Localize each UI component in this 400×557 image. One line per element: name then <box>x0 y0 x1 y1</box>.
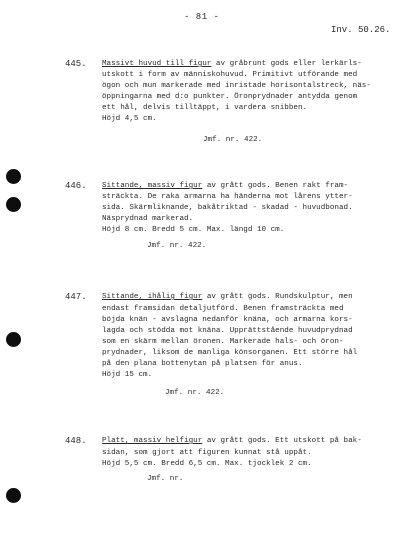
entry-first-rest: av grått gods. Rundskulptur, men <box>202 293 353 301</box>
entry-line: ögon och mun markerade med inristade horisontalstreck, näs- <box>102 82 371 90</box>
entry-line: endast framsidan detaljutförd. Benen framsträckta med <box>102 305 344 313</box>
entry-lead: Massivt huvud till figur <box>102 60 212 68</box>
entry-line: prydnader, liksom de manliga könsorganen. Ett större hål <box>102 349 358 357</box>
binder-hole <box>6 169 21 184</box>
page-number: - 81 - <box>184 12 220 22</box>
entry-first-line <box>102 59 362 69</box>
entry-first-rest: av gråbrunt gods eller lerkärls- <box>211 60 362 68</box>
entry-first-line <box>102 436 362 446</box>
entry-line: lagda och stödda mot knäna. Upprättstående huvudprydnad <box>102 327 353 335</box>
binder-hole <box>6 197 21 212</box>
entry-line: sträckta. De raka armarna ha händerna mot lårens ytter- <box>102 193 353 201</box>
entry-lead: Sittande, ihålig figur <box>102 293 203 301</box>
entry-line: utskott i form av människohuvud. Primitivt utförande med <box>102 71 358 79</box>
entry-line: som en skärm mellan öronen. Markerade hals- och öron- <box>102 338 344 346</box>
entry-line: Höjd 4,5 cm. <box>102 115 157 123</box>
entry-line: böjda knän - avslagna nedanför knäna, och armarna kors- <box>102 316 353 324</box>
entry-line: sida. Skärmliknande, bakåtriktad - skadad - huvudbonad. <box>102 204 353 212</box>
entry-number: 446. <box>65 181 87 191</box>
entry-reference: Jmf. nr. 422. <box>203 136 263 144</box>
binder-hole <box>6 332 21 347</box>
inventory-number: Inv. 50.26. <box>331 25 391 35</box>
entry-line: öppningarna med d:o punkter. Öronprydnader antydda genom <box>102 93 358 101</box>
entry-line: Höjd 8 cm. Bredd 5 cm. Max. längd 10 cm. <box>102 226 285 234</box>
entry-first-line <box>102 292 353 302</box>
entry-line: på den plana bottenytan på platsen för anus. <box>102 360 303 368</box>
entry-line: Näsprydnad markerad. <box>102 215 194 223</box>
entry-number: 445. <box>65 59 87 69</box>
entry-reference: Jmf. nr. <box>147 475 184 483</box>
entry-line: ett hål, delvis tilltäppt, i vardera snibben. <box>102 104 308 112</box>
binder-hole <box>6 488 21 503</box>
entry-line: Höjd 15 cm. <box>102 371 153 379</box>
entry-lead: Platt, massiv helfigur <box>102 437 203 445</box>
entry-first-rest: av grått gods. Benen rakt fram- <box>202 182 349 190</box>
entry-line: sidan, som gjort att figuren kunnat stå uppåt. <box>102 449 312 457</box>
entry-line: Höjd 5,5 cm. Bredd 6,5 cm. Max. tjocklek 2 cm. <box>102 460 312 468</box>
entry-lead: Sittande, massiv figur <box>102 182 203 190</box>
entry-number: 447. <box>65 292 87 302</box>
entry-number: 448. <box>65 436 87 446</box>
entry-reference: Jmf. nr. 422. <box>165 389 225 397</box>
entry-first-rest: av grått gods. Ett utskott på bak- <box>202 437 362 445</box>
entry-first-line <box>102 181 348 191</box>
entry-reference: Jmf. nr. 422. <box>147 242 207 250</box>
